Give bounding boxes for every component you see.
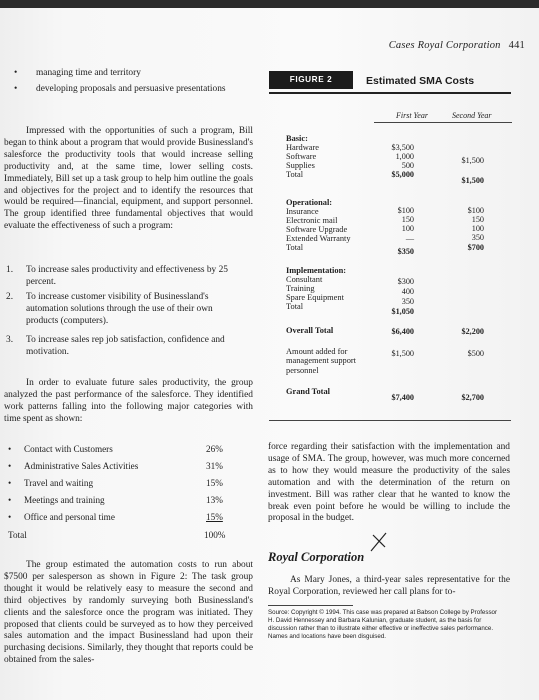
- cost-first-year: 1,000: [395, 152, 414, 161]
- grand-total-label: Grand Total: [286, 387, 330, 396]
- section-title: Royal Corporation: [268, 550, 365, 564]
- cost-label: Software: [286, 152, 317, 161]
- source-note: Source: Copyright © 1994. This case was prepared at Babson College by Professor H. David Hennessey and Barbara Kalunian, graduate student, as the basis for discussion rather than to illustrate either effective or ineffective sales performance. Names and locations have been disguised.: [268, 609, 498, 641]
- figure-bottom-rule: [269, 420, 511, 421]
- overall-total-label: Overall Total: [286, 326, 334, 335]
- activity-row: • Travel and waiting 15%: [8, 478, 223, 488]
- cost-total-label: Total: [286, 243, 304, 252]
- section-heading-basic: Basic:: [286, 134, 308, 143]
- cost-second-year: $1,500: [461, 156, 484, 165]
- bullet-item: • managing time and territory: [14, 68, 141, 78]
- activity-row: • Contact with Customers 26%: [8, 444, 223, 454]
- cost-second-year: 100: [471, 224, 484, 233]
- running-title: Cases Royal Corporation: [388, 40, 501, 51]
- cost-total-second-year: $1,500: [461, 176, 484, 185]
- bullet-icon: •: [14, 84, 18, 94]
- cost-first-year: —: [405, 234, 414, 243]
- column-header-rule: [374, 122, 512, 123]
- cost-first-year: $100: [397, 206, 414, 215]
- cost-first-year: 400: [401, 287, 414, 296]
- cost-first-year: 350: [401, 297, 414, 306]
- bullet-icon: •: [14, 68, 18, 78]
- grand-total-first-year: $7,400: [391, 393, 414, 402]
- cost-label: Training: [286, 284, 315, 293]
- cost-total-label: Total: [286, 302, 304, 311]
- paragraph-analysis: In order to evaluate future sales productivity, the group analyzed the past performance of the salesforce. They identified work patterns falling into the following major categories with time spent as shown:: [4, 378, 253, 424]
- cost-label: Insurance: [286, 207, 319, 216]
- cost-second-year: 150: [471, 215, 484, 224]
- cost-label: Extended Warranty: [286, 234, 351, 243]
- paragraph-costs: The group estimated the automation costs to run about $7500 per salesperson as shown in Figure 2: The task group thought it would be relatively easy to measure the second and third objectives by randomly surveying both Businessland's clients and the salesforce once the program was initiated. They proposed that clients could be surveyed as to how they perceived sales automation and the impact Businessland had upon their purchasing decisions. Similarly, they thought that reports could be obtained from the sales-: [4, 560, 253, 666]
- cost-label: Software Upgrade: [286, 225, 348, 234]
- column-header-second-year: Second Year: [452, 111, 492, 120]
- handwritten-x-mark: [369, 530, 389, 552]
- page-top-edge: [0, 0, 539, 8]
- cost-label: Supplies: [286, 161, 315, 170]
- cost-total-first-year: $350: [397, 247, 414, 256]
- figure-label: FIGURE 2: [269, 71, 353, 89]
- running-header: [389, 40, 525, 51]
- figure-title: Estimated SMA Costs: [366, 75, 475, 87]
- cost-total-label: Total: [286, 170, 304, 179]
- paragraph-satisfaction: force regarding their satisfaction with the implementation and usage of SMA. The group, however, was much more concerned as to how they would measure the productivity of the sales automation and with the determination of the return on investment. Bill was rather clear that he wanted to know the break even point before he would be willing to include the proposal in the budget.: [268, 442, 510, 524]
- overall-total-first-year: $6,400: [391, 327, 414, 336]
- overall-total-second-year: $2,200: [461, 327, 484, 336]
- cost-total-first-year: $5,000: [391, 170, 414, 179]
- footnote-rule: [268, 605, 353, 606]
- activity-row: • Meetings and training 13%: [8, 495, 223, 505]
- cost-first-year: 100: [401, 224, 414, 233]
- cost-first-year: 500: [401, 161, 414, 170]
- cost-first-year: $300: [397, 277, 414, 286]
- cost-label: Electronic mail: [286, 216, 338, 225]
- cost-first-year: $3,500: [391, 143, 414, 152]
- cost-label: Spare Equipment: [286, 293, 344, 302]
- objective-item: 3. To increase sales rep job satisfaction, confidence and motivation.: [6, 335, 225, 357]
- activity-row: • Office and personal time 15%: [8, 512, 223, 522]
- objective-item: 2. To increase customer visibility of Businessland's automation solutions through the use of their own products (computers).: [6, 292, 213, 326]
- objective-item: 1. To increase sales productivity and effectiveness by 25 percent.: [6, 265, 228, 287]
- support-second-year: $500: [467, 349, 484, 358]
- grand-total-second-year: $2,700: [461, 393, 484, 402]
- support-first-year: $1,500: [391, 349, 414, 358]
- bullet-item: • developing proposals and persuasive presentations: [14, 84, 226, 94]
- support-label: Amount added for management support personnel: [286, 347, 357, 375]
- cost-total-second-year: $700: [467, 243, 484, 252]
- paragraph-intro: Impressed with the opportunities of such a program, Bill began to think about a program that would provide Businessland's salesforce the productivity tools that would increase selling productivity and, at the same time, lower selling costs. Immediately, Bill set up a task group to help him outline the goals and objectives for the project and to identify the resources that would be required—financial, equipment, and support personnel. The group identified three fundamental objectives that would evaluate the effectiveness of such a program:: [4, 126, 253, 232]
- activity-total-row: Total 100%: [8, 530, 226, 540]
- cost-second-year: $100: [467, 206, 484, 215]
- column-header-first-year: First Year: [396, 111, 428, 120]
- section-heading-operational: Operational:: [286, 198, 333, 207]
- cost-first-year: 150: [401, 215, 414, 224]
- activity-row: • Administrative Sales Activities 31%: [8, 461, 223, 471]
- paragraph-royal: As Mary Jones, a third-year sales representative for the Royal Corporation, reviewed her call plans for to-: [268, 575, 510, 597]
- figure-top-rule: [269, 92, 511, 94]
- section-heading-implementation: Implementation:: [286, 266, 347, 275]
- cost-total-first-year: $1,050: [391, 307, 414, 316]
- cost-label: Hardware: [286, 143, 320, 152]
- cost-second-year: 350: [471, 233, 484, 242]
- page-number: 441: [508, 40, 525, 51]
- cost-label: Consultant: [286, 275, 323, 284]
